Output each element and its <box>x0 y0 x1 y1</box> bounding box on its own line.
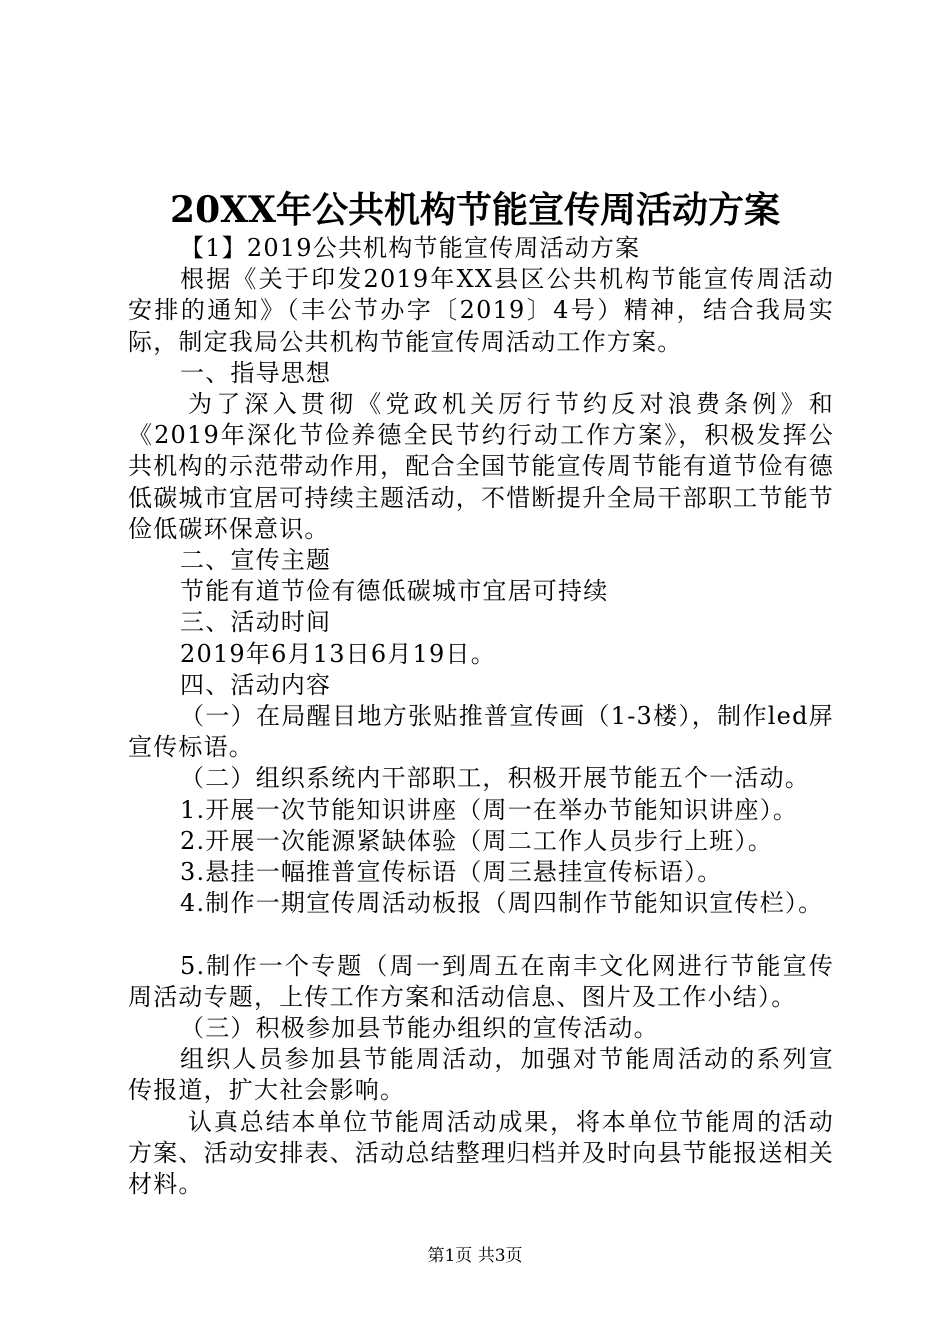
guiding-thought-paragraph: 为了深入贯彻《党政机关厉行节约反对浪费条例》和《2019年深化节俭养德全民节约行动工作方案》，积极发挥公共机构的示范带动作用，配合全国节能宣传周节能有道节俭有德低碳城市宜居可持续主题活动，不惜断提升全局干部职工节能节俭低碳环保意识。 <box>128 390 834 543</box>
document-body <box>128 233 834 1200</box>
participation-paragraph: 组织人员参加县节能周活动，加强对节能周活动的系列宣传报道，扩大社会影响。 <box>128 1045 834 1105</box>
heading-guiding-thought: 一、指导思想 <box>180 358 332 387</box>
list-item: 1.开展一次节能知识讲座（周一在举办节能知识讲座）。 <box>180 795 799 824</box>
theme-paragraph: 节能有道节俭有德低碳城市宜居可持续 <box>180 577 609 606</box>
list-item: 4.制作一期宣传周活动板报（周四制作节能知识宣传栏）。 <box>180 889 824 918</box>
list-item: 5.制作一个专题（周一到周五在南丰文化网进行节能宣传周活动专题，上传工作方案和活动信息、图片及工作小结）。 <box>128 951 834 1011</box>
page-number: 第1页 共3页 <box>427 1246 523 1266</box>
summary-paragraph: 认真总结本单位节能周活动成果，将本单位节能周的活动方案、活动安排表、活动总结整理归档并及时向县节能报送相关材料。 <box>128 1107 834 1199</box>
section-heading-1: 【1】2019公共机构节能宣传周活动方案 <box>180 234 641 262</box>
heading-time: 三、活动时间 <box>180 608 332 637</box>
list-item: 2.开展一次能源紧缺体验（周二工作人员步行上班）。 <box>180 826 773 855</box>
time-paragraph: 2019年6月13日6月19日。 <box>180 639 496 668</box>
blank-line <box>128 919 834 950</box>
content-item-2: （二）组织系统内干部职工，积极开展节能五个一活动。 <box>180 764 810 793</box>
document-title: 20XX年公共机构节能宣传周活动方案 <box>170 189 780 231</box>
heading-theme: 二、宣传主题 <box>180 546 332 575</box>
list-item: 3.悬挂一幅推普宣传标语（周三悬挂宣传标语）。 <box>180 858 723 887</box>
heading-content: 四、活动内容 <box>180 670 332 699</box>
content-item-1: （一）在局醒目地方张贴推普宣传画（1-3楼），制作led屏宣传标语。 <box>128 702 834 762</box>
intro-paragraph: 根据《关于印发2019年XX县区公共机构节能宣传周活动安排的通知》（丰公节办字〔2019〕4号）精神，结合我局实际，制定我局公共机构节能宣传周活动工作方案。 <box>128 265 834 356</box>
content-item-3: （三）积极参加县节能办组织的宣传活动。 <box>180 1014 659 1043</box>
